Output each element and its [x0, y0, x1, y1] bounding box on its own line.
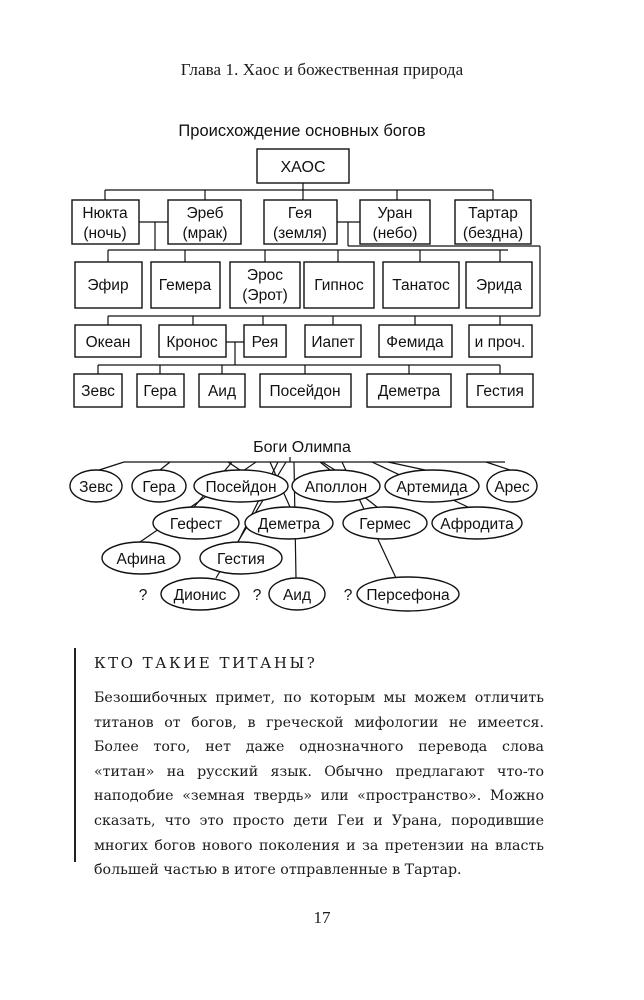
- svg-text:Гера: Гера: [142, 479, 176, 496]
- node-rhea: [244, 325, 286, 357]
- question-mark-dionysus: ?: [138, 587, 148, 604]
- node-cronus: [159, 325, 226, 357]
- svg-text:Дионис: Дионис: [173, 587, 227, 604]
- node-aether: [75, 262, 142, 308]
- svg-text:Гипнос: Гипнос: [314, 277, 364, 294]
- svg-text:Гефест: Гефест: [169, 516, 223, 533]
- olymp-hephaestus: [153, 507, 239, 539]
- olymp-demeter: [245, 507, 333, 539]
- svg-text:Эфир: Эфир: [87, 277, 129, 294]
- node-poseidon: [260, 374, 351, 407]
- olymp-hera: [132, 470, 186, 502]
- svg-text:Кронос: Кронос: [166, 334, 218, 351]
- svg-text:ХАОС: ХАОС: [280, 159, 326, 176]
- svg-text:Гестия: Гестия: [217, 551, 265, 568]
- olymp-poseidon: [194, 470, 288, 502]
- svg-text:Аид: Аид: [207, 383, 237, 400]
- svg-text:Аид: Аид: [282, 587, 312, 604]
- olymp-apollo: [292, 470, 380, 502]
- svg-text:и проч.: и проч.: [474, 334, 526, 351]
- svg-text:(земля): (земля): [273, 225, 327, 242]
- olymp-persephone: [357, 577, 459, 611]
- svg-text:Деметра: Деметра: [377, 383, 441, 400]
- node-oceanus: [75, 325, 141, 357]
- page-number: 17: [313, 908, 331, 927]
- svg-text:Посейдон: Посейдон: [205, 479, 277, 496]
- node-tartarus: [455, 200, 531, 244]
- olymp-hestia: [200, 542, 282, 574]
- svg-text:Аполлон: Аполлон: [304, 479, 368, 496]
- node-hera: [137, 374, 184, 407]
- svg-text:Океан: Океан: [85, 334, 131, 351]
- svg-text:(небо): (небо): [372, 225, 418, 242]
- svg-text:Танатос: Танатос: [392, 277, 450, 294]
- question-mark-hades: ?: [252, 587, 262, 604]
- node-hemera: [151, 262, 220, 308]
- olymp-hades: [269, 578, 325, 610]
- svg-text:Арес: Арес: [494, 479, 530, 496]
- node-uranus: [360, 200, 430, 244]
- node-iapetus: [305, 325, 361, 357]
- node-hypnos: [304, 262, 374, 308]
- running-head: Глава 1. Хаос и божественная природа: [180, 60, 464, 79]
- node-chaos: [257, 149, 349, 183]
- svg-text:Деметра: Деметра: [257, 516, 321, 533]
- svg-text:Эрида: Эрида: [475, 277, 523, 294]
- svg-text:Зевс: Зевс: [79, 479, 113, 496]
- svg-text:Гермес: Гермес: [359, 516, 411, 533]
- svg-text:Иапет: Иапет: [311, 334, 355, 351]
- svg-text:(ночь): (ночь): [83, 225, 127, 242]
- svg-text:Рея: Рея: [251, 334, 279, 351]
- sidebar-rule: [74, 648, 76, 862]
- svg-text:Гемера: Гемера: [158, 277, 212, 294]
- svg-text:Нюкта: Нюкта: [82, 205, 128, 222]
- node-erebus: [168, 200, 241, 244]
- olymp-artemis: [385, 470, 479, 502]
- olymp-aphrodite: [432, 507, 522, 539]
- olymp-athena: [102, 542, 180, 574]
- node-zeus: [74, 374, 122, 407]
- svg-text:Эрос: Эрос: [246, 267, 284, 284]
- node-thanatos: [383, 262, 459, 308]
- question-mark-persephone: ?: [343, 587, 353, 604]
- svg-text:(мрак): (мрак): [182, 225, 228, 242]
- node-eros: [230, 262, 300, 308]
- svg-text:Посейдон: Посейдон: [269, 383, 341, 400]
- diagram1-title: Происхождение основных богов: [178, 122, 426, 140]
- node-hades: [199, 374, 245, 407]
- node-demeter: [367, 374, 451, 407]
- diagram2-title: Боги Олимпа: [253, 439, 351, 456]
- svg-text:(бездна): (бездна): [462, 225, 524, 242]
- svg-text:Персефона: Персефона: [366, 587, 450, 604]
- olymp-ares: [487, 470, 537, 502]
- svg-text:Зевс: Зевс: [81, 383, 115, 400]
- svg-text:Гея: Гея: [287, 205, 313, 222]
- node-gaia: [264, 200, 337, 244]
- svg-text:Эреб: Эреб: [186, 205, 224, 222]
- svg-text:(Эрот): (Эрот): [242, 287, 288, 304]
- svg-text:Тартар: Тартар: [468, 205, 518, 222]
- svg-text:Фемида: Фемида: [386, 334, 444, 351]
- svg-text:Гера: Гера: [143, 383, 177, 400]
- section-title: КТО ТАКИЕ ТИТАНЫ?: [94, 654, 318, 672]
- svg-text:Артемида: Артемида: [396, 479, 468, 496]
- section-body: Безошибочных примет, по которым мы можем отличить титанов от богов, в греческой мифологии не имеется. Более того, нет даже однозначного перевода слова «титан» на русский язык. Обычно предлагают что-то наподобие «земная твердь» или «пространство». Можно сказать, что это просто дети Геи и Урана, породившие многих богов нового поколения и за претензии на власть большей частью в итоге отправленные в Тартар.: [94, 690, 544, 879]
- svg-text:Афина: Афина: [116, 551, 166, 568]
- olymp-zeus: [70, 470, 122, 502]
- node-others: [469, 325, 532, 357]
- node-themis: [379, 325, 452, 357]
- node-hestia: [467, 374, 533, 407]
- node-nyx: [72, 200, 139, 244]
- node-eris: [466, 262, 532, 308]
- svg-text:Гестия: Гестия: [476, 383, 524, 400]
- olymp-hermes: [343, 507, 427, 539]
- olymp-dionysus: [161, 578, 239, 610]
- svg-text:Уран: Уран: [377, 205, 413, 222]
- svg-text:Афродита: Афродита: [440, 516, 514, 533]
